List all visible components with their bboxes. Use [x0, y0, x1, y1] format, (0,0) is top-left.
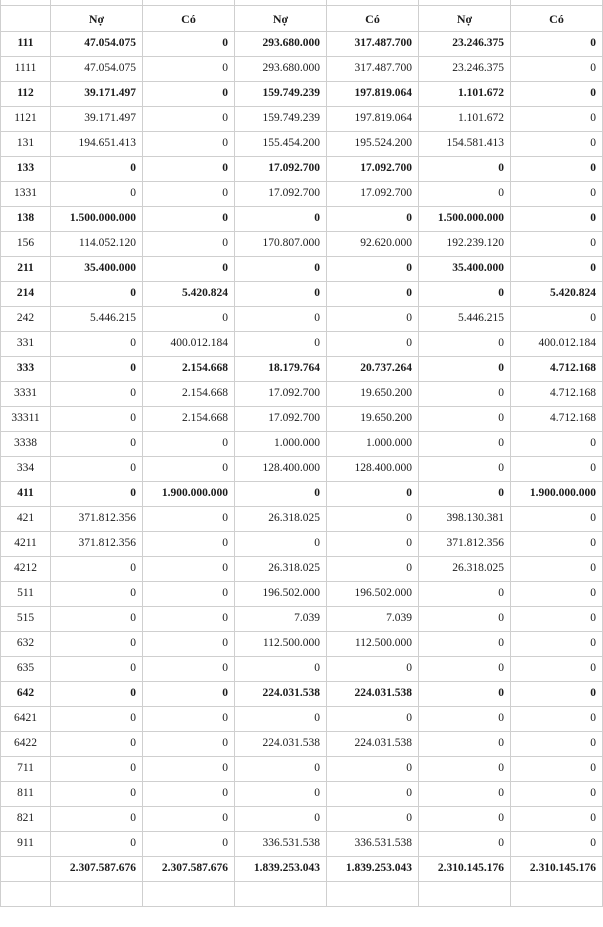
debit-amount-cell: 1.839.253.043 [235, 857, 327, 882]
credit-amount-cell: 197.819.064 [327, 82, 419, 107]
debit-amount-cell: 0 [51, 732, 143, 757]
credit-amount-cell: 0 [143, 607, 235, 632]
credit-amount-cell: 224.031.538 [327, 682, 419, 707]
account-code-cell: 515 [1, 607, 51, 632]
debit-amount-cell: 17.092.700 [235, 382, 327, 407]
table-row-242 [1, 307, 603, 332]
debit-amount-cell: 1.101.672 [419, 107, 511, 132]
credit-amount-cell: 0 [327, 757, 419, 782]
credit-amount-cell: 0 [511, 107, 603, 132]
credit-amount-cell: 2.154.668 [143, 357, 235, 382]
account-code-cell: 242 [1, 307, 51, 332]
account-code-cell: 635 [1, 657, 51, 682]
credit-amount-cell: 128.400.000 [327, 457, 419, 482]
debit-amount-cell: 194.651.413 [51, 132, 143, 157]
credit-amount-cell: 0 [511, 807, 603, 832]
table-row-1121 [1, 107, 603, 132]
table-row-632 [1, 632, 603, 657]
account-code-cell: 334 [1, 457, 51, 482]
empty-cell [143, 882, 235, 907]
account-code-cell: 214 [1, 282, 51, 307]
debit-amount-cell: 5.446.215 [419, 307, 511, 332]
debit-amount-cell: 35.400.000 [51, 257, 143, 282]
credit-amount-cell: 0 [511, 307, 603, 332]
debit-amount-cell: 0 [419, 832, 511, 857]
debit-amount-cell: 0 [419, 382, 511, 407]
credit-amount-cell: 0 [511, 832, 603, 857]
debit-amount-cell: 0 [51, 282, 143, 307]
account-code-cell: 111 [1, 32, 51, 57]
debit-amount-cell: 0 [419, 607, 511, 632]
table-row-6422 [1, 732, 603, 757]
debit-amount-cell: 0 [235, 257, 327, 282]
debit-amount-cell: 2.307.587.676 [51, 857, 143, 882]
debit-amount-cell: 5.446.215 [51, 307, 143, 332]
credit-amount-cell: 1.900.000.000 [511, 482, 603, 507]
credit-amount-cell: 0 [143, 832, 235, 857]
debit-amount-cell: 0 [51, 682, 143, 707]
account-code-cell: 711 [1, 757, 51, 782]
credit-amount-cell: 336.531.538 [327, 832, 419, 857]
debit-amount-cell: 371.812.356 [51, 532, 143, 557]
account-code-cell [1, 857, 51, 882]
credit-amount-cell: 0 [143, 807, 235, 832]
credit-amount-cell: 0 [511, 782, 603, 807]
debit-amount-cell: 0 [419, 182, 511, 207]
debit-amount-cell: 398.130.381 [419, 507, 511, 532]
credit-amount-cell: 5.420.824 [143, 282, 235, 307]
header-row [1, 6, 603, 32]
credit-amount-cell: 0 [327, 207, 419, 232]
credit-amount-cell: 0 [143, 257, 235, 282]
credit-amount-cell: 0 [327, 807, 419, 832]
debit-amount-cell: 0 [51, 407, 143, 432]
credit-amount-cell: 92.620.000 [327, 232, 419, 257]
credit-amount-cell: 400.012.184 [511, 332, 603, 357]
debit-amount-cell: 0 [51, 757, 143, 782]
debit-amount-cell: 293.680.000 [235, 57, 327, 82]
credit-header: Có [143, 6, 235, 32]
credit-amount-cell: 7.039 [327, 607, 419, 632]
empty-cell [235, 882, 327, 907]
account-code-cell: 1331 [1, 182, 51, 207]
credit-amount-cell: 0 [511, 607, 603, 632]
debit-amount-cell: 1.500.000.000 [51, 207, 143, 232]
credit-amount-cell: 0 [143, 782, 235, 807]
debit-header: Nợ [235, 6, 327, 32]
credit-amount-cell: 0 [143, 457, 235, 482]
debit-amount-cell: 0 [419, 632, 511, 657]
account-code-header [1, 6, 51, 32]
account-code-cell: 131 [1, 132, 51, 157]
debit-amount-cell: 39.171.497 [51, 107, 143, 132]
credit-amount-cell: 195.524.200 [327, 132, 419, 157]
debit-amount-cell: 114.052.120 [51, 232, 143, 257]
debit-amount-cell: 0 [419, 757, 511, 782]
credit-amount-cell: 0 [327, 657, 419, 682]
account-code-cell: 411 [1, 482, 51, 507]
credit-amount-cell: 4.712.168 [511, 357, 603, 382]
credit-amount-cell: 0 [143, 432, 235, 457]
table-row-3338 [1, 432, 603, 457]
debit-amount-cell: 293.680.000 [235, 32, 327, 57]
credit-amount-cell: 0 [511, 582, 603, 607]
table-row-411 [1, 482, 603, 507]
table-row-911 [1, 832, 603, 857]
credit-amount-cell: 0 [511, 432, 603, 457]
credit-header: Có [327, 6, 419, 32]
table-row-112 [1, 82, 603, 107]
credit-header: Có [511, 6, 603, 32]
credit-amount-cell: 0 [511, 32, 603, 57]
debit-amount-cell: 35.400.000 [419, 257, 511, 282]
account-code-cell: 133 [1, 157, 51, 182]
account-code-cell: 821 [1, 807, 51, 832]
debit-amount-cell: 112.500.000 [235, 632, 327, 657]
account-code-cell: 632 [1, 632, 51, 657]
debit-amount-cell: 39.171.497 [51, 82, 143, 107]
table-row-111 [1, 32, 603, 57]
table-row-214 [1, 282, 603, 307]
table-body [1, 32, 603, 907]
account-code-cell: 138 [1, 207, 51, 232]
credit-amount-cell: 0 [511, 232, 603, 257]
account-code-cell: 33311 [1, 407, 51, 432]
debit-amount-cell: 0 [51, 807, 143, 832]
debit-amount-cell: 196.502.000 [235, 582, 327, 607]
debit-amount-cell: 0 [419, 807, 511, 832]
debit-amount-cell: 0 [51, 707, 143, 732]
debit-amount-cell: 0 [51, 382, 143, 407]
debit-amount-cell: 0 [51, 432, 143, 457]
table-row-133 [1, 157, 603, 182]
table-header [1, 0, 603, 32]
empty-cell [51, 882, 143, 907]
table-row-131 [1, 132, 603, 157]
credit-amount-cell: 0 [143, 232, 235, 257]
account-code-cell: 156 [1, 232, 51, 257]
account-code-cell: 1111 [1, 57, 51, 82]
debit-amount-cell: 18.179.764 [235, 357, 327, 382]
debit-amount-cell: 224.031.538 [235, 732, 327, 757]
debit-header: Nợ [51, 6, 143, 32]
credit-amount-cell: 0 [327, 257, 419, 282]
credit-amount-cell: 0 [511, 557, 603, 582]
debit-amount-cell: 154.581.413 [419, 132, 511, 157]
clipped-bottom-row [1, 882, 603, 907]
debit-amount-cell: 224.031.538 [235, 682, 327, 707]
credit-amount-cell: 1.000.000 [327, 432, 419, 457]
debit-amount-cell: 0 [419, 457, 511, 482]
debit-amount-cell: 371.812.356 [419, 532, 511, 557]
debit-amount-cell: 0 [235, 307, 327, 332]
account-code-cell: 112 [1, 82, 51, 107]
table-row-711 [1, 757, 603, 782]
credit-amount-cell: 0 [511, 82, 603, 107]
credit-amount-cell: 0 [143, 207, 235, 232]
credit-amount-cell: 0 [143, 532, 235, 557]
table-row-3331 [1, 382, 603, 407]
credit-amount-cell: 0 [511, 157, 603, 182]
credit-amount-cell: 0 [511, 507, 603, 532]
credit-amount-cell: 0 [143, 32, 235, 57]
table-row-421 [1, 507, 603, 532]
credit-amount-cell: 0 [143, 157, 235, 182]
debit-amount-cell: 47.054.075 [51, 57, 143, 82]
debit-amount-cell: 170.807.000 [235, 232, 327, 257]
debit-amount-cell: 336.531.538 [235, 832, 327, 857]
credit-amount-cell: 0 [143, 632, 235, 657]
credit-amount-cell: 0 [143, 82, 235, 107]
table-row-4212 [1, 557, 603, 582]
table-row-811 [1, 782, 603, 807]
credit-amount-cell: 0 [327, 557, 419, 582]
account-code-cell: 211 [1, 257, 51, 282]
table-row-821 [1, 807, 603, 832]
empty-cell [511, 882, 603, 907]
table-row-156 [1, 232, 603, 257]
debit-amount-cell: 0 [419, 682, 511, 707]
credit-amount-cell: 0 [143, 107, 235, 132]
debit-amount-cell: 0 [235, 707, 327, 732]
debit-amount-cell: 0 [419, 432, 511, 457]
credit-amount-cell: 0 [143, 682, 235, 707]
debit-amount-cell: 0 [51, 482, 143, 507]
credit-amount-cell: 0 [511, 132, 603, 157]
credit-amount-cell: 4.712.168 [511, 407, 603, 432]
debit-amount-cell: 0 [235, 782, 327, 807]
credit-amount-cell: 17.092.700 [327, 182, 419, 207]
debit-amount-cell: 23.246.375 [419, 57, 511, 82]
account-code-cell: 811 [1, 782, 51, 807]
credit-amount-cell: 317.487.700 [327, 32, 419, 57]
debit-amount-cell: 0 [419, 157, 511, 182]
credit-amount-cell: 400.012.184 [143, 332, 235, 357]
credit-amount-cell: 2.310.145.176 [511, 857, 603, 882]
credit-amount-cell: 0 [511, 532, 603, 557]
credit-amount-cell: 0 [327, 332, 419, 357]
debit-amount-cell: 0 [51, 782, 143, 807]
credit-amount-cell: 0 [327, 782, 419, 807]
debit-amount-cell: 0 [419, 332, 511, 357]
debit-amount-cell: 17.092.700 [235, 182, 327, 207]
credit-amount-cell: 0 [511, 732, 603, 757]
credit-amount-cell: 0 [511, 457, 603, 482]
credit-amount-cell: 224.031.538 [327, 732, 419, 757]
debit-amount-cell: 0 [419, 707, 511, 732]
debit-amount-cell: 0 [235, 657, 327, 682]
debit-amount-cell: 0 [419, 582, 511, 607]
credit-amount-cell: 112.500.000 [327, 632, 419, 657]
account-code-cell: 1121 [1, 107, 51, 132]
credit-amount-cell: 317.487.700 [327, 57, 419, 82]
credit-amount-cell: 0 [327, 307, 419, 332]
credit-amount-cell: 0 [511, 207, 603, 232]
debit-amount-cell: 0 [51, 582, 143, 607]
totals-row [1, 857, 603, 882]
table-row-635 [1, 657, 603, 682]
debit-amount-cell: 0 [235, 482, 327, 507]
debit-amount-cell: 26.318.025 [235, 507, 327, 532]
account-code-cell: 421 [1, 507, 51, 532]
credit-amount-cell: 0 [143, 182, 235, 207]
debit-amount-cell: 0 [419, 482, 511, 507]
table-row-6421 [1, 707, 603, 732]
credit-amount-cell: 0 [143, 732, 235, 757]
credit-amount-cell: 0 [143, 307, 235, 332]
credit-amount-cell: 0 [511, 757, 603, 782]
empty-cell [1, 882, 51, 907]
table-row-211 [1, 257, 603, 282]
table-row-642 [1, 682, 603, 707]
credit-amount-cell: 2.154.668 [143, 382, 235, 407]
credit-amount-cell: 0 [511, 707, 603, 732]
debit-amount-cell: 371.812.356 [51, 507, 143, 532]
debit-amount-cell: 128.400.000 [235, 457, 327, 482]
table-row-4211 [1, 532, 603, 557]
account-code-cell: 642 [1, 682, 51, 707]
debit-header: Nợ [419, 6, 511, 32]
table-row-138 [1, 207, 603, 232]
account-code-cell: 333 [1, 357, 51, 382]
debit-amount-cell: 47.054.075 [51, 32, 143, 57]
credit-amount-cell: 2.307.587.676 [143, 857, 235, 882]
debit-amount-cell: 0 [419, 407, 511, 432]
debit-amount-cell: 0 [419, 782, 511, 807]
account-code-cell: 6421 [1, 707, 51, 732]
credit-amount-cell: 1.839.253.043 [327, 857, 419, 882]
debit-amount-cell: 0 [51, 557, 143, 582]
credit-amount-cell: 0 [327, 532, 419, 557]
debit-amount-cell: 0 [51, 607, 143, 632]
empty-cell [327, 882, 419, 907]
credit-amount-cell: 0 [143, 57, 235, 82]
debit-amount-cell: 26.318.025 [235, 557, 327, 582]
debit-amount-cell: 0 [235, 757, 327, 782]
debit-amount-cell: 23.246.375 [419, 32, 511, 57]
credit-amount-cell: 0 [511, 682, 603, 707]
debit-amount-cell: 0 [419, 732, 511, 757]
credit-amount-cell: 0 [327, 482, 419, 507]
account-code-cell: 4211 [1, 532, 51, 557]
debit-amount-cell: 2.310.145.176 [419, 857, 511, 882]
credit-amount-cell: 0 [143, 657, 235, 682]
debit-amount-cell: 0 [51, 357, 143, 382]
table-row-33311 [1, 407, 603, 432]
empty-cell [419, 882, 511, 907]
debit-amount-cell: 0 [419, 657, 511, 682]
debit-amount-cell: 17.092.700 [235, 407, 327, 432]
table-row-334 [1, 457, 603, 482]
credit-amount-cell: 0 [143, 507, 235, 532]
debit-amount-cell: 0 [51, 182, 143, 207]
debit-amount-cell: 0 [419, 357, 511, 382]
account-code-cell: 511 [1, 582, 51, 607]
debit-amount-cell: 0 [51, 632, 143, 657]
table-row-333 [1, 357, 603, 382]
credit-amount-cell: 0 [511, 257, 603, 282]
credit-amount-cell: 5.420.824 [511, 282, 603, 307]
credit-amount-cell: 17.092.700 [327, 157, 419, 182]
account-code-cell: 331 [1, 332, 51, 357]
debit-amount-cell: 0 [51, 657, 143, 682]
table-row-1111 [1, 57, 603, 82]
table-row-1331 [1, 182, 603, 207]
debit-amount-cell: 0 [51, 457, 143, 482]
credit-amount-cell: 0 [511, 657, 603, 682]
credit-amount-cell: 0 [143, 132, 235, 157]
credit-amount-cell: 0 [511, 182, 603, 207]
debit-amount-cell: 1.000.000 [235, 432, 327, 457]
table-row-331 [1, 332, 603, 357]
debit-amount-cell: 1.101.672 [419, 82, 511, 107]
credit-amount-cell: 0 [511, 632, 603, 657]
credit-amount-cell: 19.650.200 [327, 382, 419, 407]
debit-amount-cell: 159.749.239 [235, 82, 327, 107]
credit-amount-cell: 0 [327, 282, 419, 307]
credit-amount-cell: 0 [327, 507, 419, 532]
credit-amount-cell: 20.737.264 [327, 357, 419, 382]
debit-amount-cell: 192.239.120 [419, 232, 511, 257]
debit-amount-cell: 17.092.700 [235, 157, 327, 182]
debit-amount-cell: 0 [419, 282, 511, 307]
debit-amount-cell: 7.039 [235, 607, 327, 632]
account-code-cell: 6422 [1, 732, 51, 757]
credit-amount-cell: 0 [143, 557, 235, 582]
credit-amount-cell: 2.154.668 [143, 407, 235, 432]
debit-amount-cell: 0 [51, 832, 143, 857]
credit-amount-cell: 0 [143, 582, 235, 607]
table-row-511 [1, 582, 603, 607]
credit-amount-cell: 197.819.064 [327, 107, 419, 132]
debit-amount-cell: 159.749.239 [235, 107, 327, 132]
credit-amount-cell: 4.712.168 [511, 382, 603, 407]
debit-amount-cell: 0 [235, 332, 327, 357]
account-code-cell: 3338 [1, 432, 51, 457]
account-code-cell: 911 [1, 832, 51, 857]
debit-amount-cell: 26.318.025 [419, 557, 511, 582]
debit-amount-cell: 0 [235, 207, 327, 232]
debit-amount-cell: 0 [235, 807, 327, 832]
account-code-cell: 3331 [1, 382, 51, 407]
debit-amount-cell: 0 [235, 532, 327, 557]
debit-amount-cell: 155.454.200 [235, 132, 327, 157]
account-code-cell: 4212 [1, 557, 51, 582]
debit-amount-cell: 0 [235, 282, 327, 307]
debit-amount-cell: 1.500.000.000 [419, 207, 511, 232]
credit-amount-cell: 19.650.200 [327, 407, 419, 432]
debit-amount-cell: 0 [51, 332, 143, 357]
credit-amount-cell: 196.502.000 [327, 582, 419, 607]
credit-amount-cell: 0 [511, 57, 603, 82]
credit-amount-cell: 1.900.000.000 [143, 482, 235, 507]
credit-amount-cell: 0 [327, 707, 419, 732]
credit-amount-cell: 0 [143, 707, 235, 732]
debit-amount-cell: 0 [51, 157, 143, 182]
credit-amount-cell: 0 [143, 757, 235, 782]
table-row-515 [1, 607, 603, 632]
